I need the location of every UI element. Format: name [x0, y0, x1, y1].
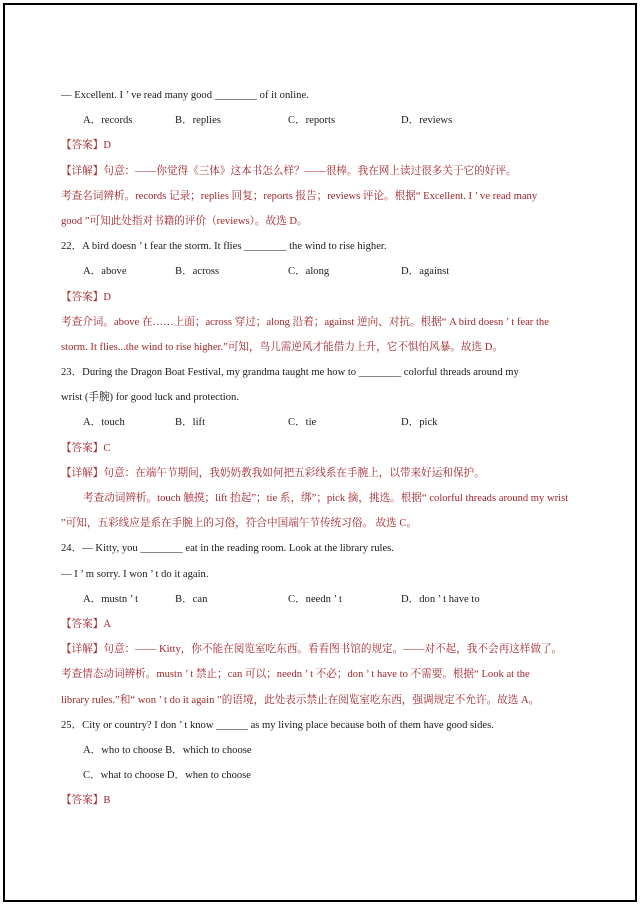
- option-d: D．pick: [401, 417, 438, 429]
- option-a: A．touch: [83, 417, 125, 429]
- option-a: A．records: [83, 115, 133, 127]
- question-stem: 23．During the Dragon Boat Festival, my grandma taught me how to ________ colorful threads around my: [61, 367, 519, 379]
- option-d: D．reviews: [401, 115, 453, 127]
- option-b: B．across: [175, 266, 220, 278]
- question-stem: — Excellent. I ’ ve read many good ________ of it online.: [61, 90, 309, 101]
- option-c: C．needn ’ t: [288, 593, 342, 605]
- options-row: [61, 587, 601, 612]
- explanation-line: storm. It flies...the wind to rise higher.”可知，鸟儿需逆风才能借力上升，它不惧怕风暴。故选 D。: [61, 341, 503, 353]
- question-stem: 22．A bird doesn ’ t fear the storm. It flies ________ the wind to rise higher.: [61, 241, 387, 253]
- options-row: [61, 410, 601, 435]
- option-d: D．against: [401, 266, 450, 278]
- question-stem: — I ’ m sorry. I won ’ t do it again.: [61, 568, 209, 580]
- page-content: [61, 83, 601, 813]
- question-stem: 24．— Kitty, you ________ eat in the reading room. Look at the library rules.: [61, 543, 394, 555]
- options-row: [61, 108, 601, 133]
- explanation-line: library rules.”和“ won ’ t do it again ”的语境，此处表示禁止在阅览室吃东西，强调规定不允许。故选 A。: [61, 694, 540, 706]
- explanation-line: good ”可知此处指对书籍的评价（reviews）。故选 D。: [61, 215, 308, 227]
- option-a: A．mustn ’ t: [83, 593, 139, 605]
- answer-label: 【答案】D: [61, 291, 112, 303]
- explanation-line: 考查动词辨析。touch 触摸；lift 抬起”；tie 系，绑”；pick 摘，挑选。根据“ colorful threads around my wrist: [83, 493, 569, 504]
- option-a: A．above: [83, 266, 127, 278]
- answer-label: 【答案】B: [61, 795, 111, 807]
- explanation-line: ”可知，五彩线应是系在手腕上的习俗，符合中国端午节传统习俗。 故选 C。: [61, 518, 418, 530]
- explanation-line: 考查名词辨析。records 记录；replies 回复；reports 报告；reviews 评论。根据“ Excellent. I ’ ve read many: [61, 190, 538, 202]
- answer-label: 【答案】A: [61, 618, 112, 630]
- options-row: A．who to choose B．which to choose: [83, 744, 252, 756]
- options-row: C．what to choose D．when to choose: [83, 770, 251, 782]
- option-d: D．don ’ t have to: [401, 593, 480, 605]
- explanation-line: 【详解】句意：——你觉得《三体》这本书怎么样？——很棒。我在网上读过很多关于它的好评。: [61, 165, 517, 177]
- answer-label: 【答案】C: [61, 442, 111, 454]
- option-b: B．replies: [175, 115, 221, 127]
- explanation-line: 【详解】句意：在端午节期间，我奶奶教我如何把五彩线系在手腕上，以带来好运和保护。: [61, 467, 485, 479]
- answer-label: 【答案】D: [61, 140, 112, 152]
- option-c: C．along: [288, 266, 330, 278]
- question-stem: 25．City or country? I don ’ t know ______ as my living place because both of them have good sides.: [61, 719, 494, 731]
- explanation-line: 考查情态动词辨析。mustn ’ t 禁止；can 可以；needn ’ t 不必；don ’ t have to 不需要。根据“ Look at the: [61, 669, 530, 681]
- explanation-line: 【详解】句意：—— Kitty，你不能在阅览室吃东西。看看图书馆的规定。——对不起，我不会再这样做了。: [61, 644, 563, 656]
- option-c: C．tie: [288, 417, 317, 429]
- option-b: B．can: [175, 593, 208, 605]
- question-stem: wrist (手腕) for good luck and protection.: [61, 392, 239, 404]
- option-c: C．reports: [288, 115, 336, 127]
- document-page: [3, 3, 637, 902]
- explanation-line: 考查介词。above 在……上面；across 穿过；along 沿着；against 逆向、对抗。根据“ A bird doesn ’ t fear the: [61, 316, 549, 328]
- option-b: B．lift: [175, 417, 206, 429]
- options-row: [61, 259, 601, 284]
